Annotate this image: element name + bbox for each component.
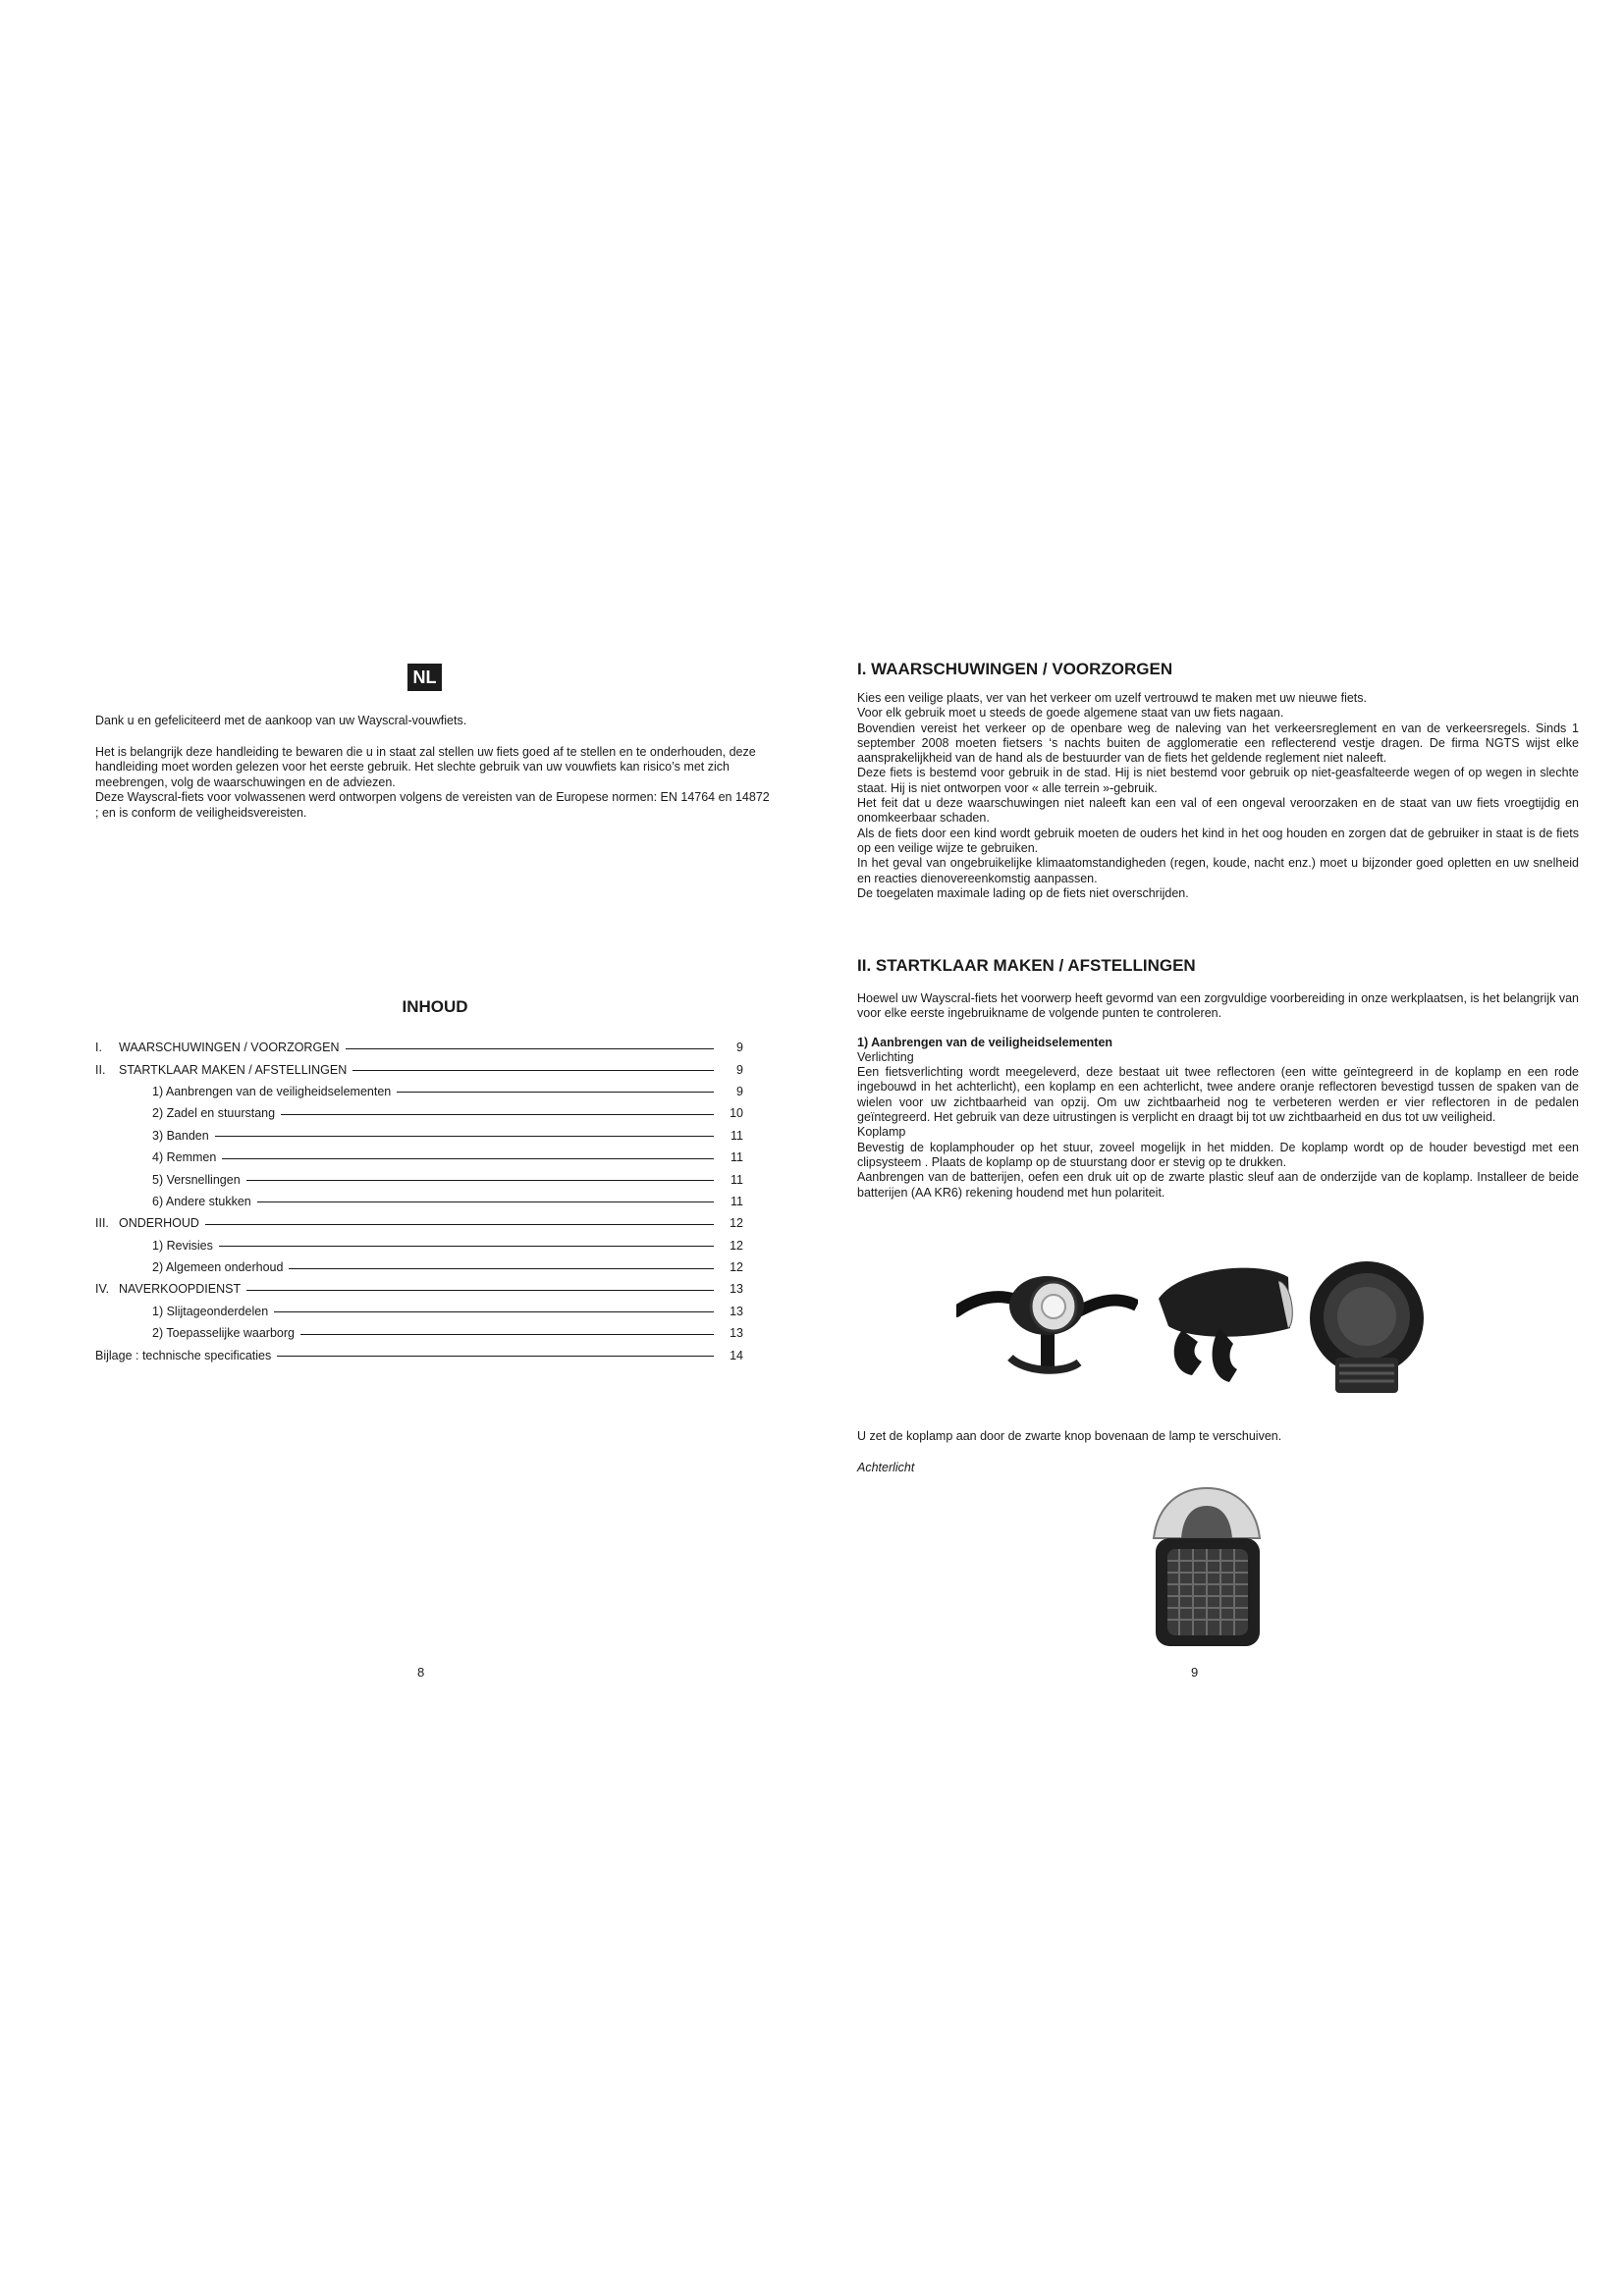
toc-entry-label: STARTKLAAR MAKEN / AFSTELLINGEN <box>119 1062 348 1077</box>
toc-entry-page: 9 <box>736 1062 743 1077</box>
language-badge: NL <box>407 664 442 691</box>
verlichting-text: Een fietsverlichting wordt meegeleverd, deze bestaat uit twee reflectoren (een witte geïntegreerd in de koplamp en een rode ingebouwd in het achterlicht), een koplamp en een achterlicht, twee andere oranje reflectoren bevestigd tussen de spaken van de wielen voor uw zichtbaarheid van opzij. Om uw zichtbaarheid nog te verbeteren werden er vier reflectoren in de pedalen geïntegreerd. Het gebruik van deze uitrustingen is verplicht en draagt bij tot uw zichtbaarheid en dus tot uw veiligheid. <box>857 1065 1579 1125</box>
rear-light-photo <box>1142 1484 1272 1651</box>
toc-leader-line <box>281 1114 714 1115</box>
toc-entry <box>95 1212 743 1234</box>
toc-entry-page: 11 <box>731 1172 743 1187</box>
warnings-text <box>857 691 1579 901</box>
toc-entry <box>95 1058 743 1080</box>
toc-entry-number: I. <box>95 1041 102 1055</box>
toc-entry-label: 1) Aanbrengen van de veiligheidselementen <box>152 1084 392 1098</box>
toc-entry-page: 12 <box>730 1260 743 1275</box>
section-heading-warnings: I. WAARSCHUWINGEN / VOORZORGEN <box>857 660 1173 678</box>
toc-entry-label: ONDERHOUD <box>119 1216 199 1231</box>
page-number: 9 <box>1191 1665 1199 1680</box>
toc-entry-label: 6) Andere stukken <box>152 1194 251 1208</box>
toc-entry-page: 10 <box>730 1106 743 1121</box>
warnings-paragraph: Voor elk gebruik moet u steeds de goede algemene staat van uw fiets nagaan. <box>857 706 1284 721</box>
toc-entry <box>95 1256 743 1278</box>
toc-entry-label: NAVERKOOPDIENST <box>119 1282 242 1297</box>
toc-entry-label: Bijlage : technische specificaties <box>95 1348 272 1362</box>
toc-entry-label: 2) Zadel en stuurstang <box>152 1106 276 1121</box>
toc-leader-line <box>346 1048 714 1049</box>
toc-entry <box>95 1191 743 1212</box>
toc-entry-page: 11 <box>731 1150 743 1165</box>
toc-entry-page: 13 <box>730 1304 743 1318</box>
table-of-contents <box>95 1037 743 1366</box>
toc-entry <box>95 1301 743 1322</box>
headlight-on-handlebar-photo <box>956 1264 1138 1377</box>
toc-entry <box>95 1102 743 1124</box>
setup-intro: Hoewel uw Wayscral-fiets het voorwerp heeft gevormd van een zorgvuldige voorbereiding in onze werkplaatsen, is het belangrijk van voor elke eerste ingebruikname de volgende punten te controleren. <box>857 991 1579 1021</box>
toc-leader-line <box>257 1201 714 1202</box>
toc-leader-line <box>205 1224 714 1225</box>
toc-entry <box>95 1168 743 1190</box>
toc-entry-page: 13 <box>730 1282 743 1297</box>
intro-text <box>95 714 775 821</box>
warnings-paragraph: Het feit dat u deze waarschuwingen niet naleeft kan een val of een ongeval veroorzaken en de staat van uw fiets vroegtijdig en onomkeerbaar schaden. <box>857 796 1579 826</box>
setup-text <box>857 991 1579 1201</box>
toc-leader-line <box>246 1290 714 1291</box>
toc-entry-page: 9 <box>736 1084 743 1098</box>
toc-entry-label: WAARSCHUWINGEN / VOORZORGEN <box>119 1041 340 1055</box>
headlight-with-clip-photo <box>1151 1259 1298 1392</box>
toc-entry <box>95 1322 743 1344</box>
right-page <box>812 0 1624 2296</box>
toc-entry <box>95 1278 743 1300</box>
toc-leader-line <box>352 1070 714 1071</box>
toc-entry-label: 2) Algemeen onderhoud <box>152 1260 284 1275</box>
warnings-paragraph: In het geval van ongebruikelijke klimaatomstandigheden (regen, koude, nacht enz.) moet u bijzonder goed opletten en uw snelheid en reacties dienovereenkomstig aanpassen. <box>857 856 1579 885</box>
toc-entry-label: 4) Remmen <box>152 1150 217 1165</box>
toc-entry <box>95 1081 743 1102</box>
toc-title: INHOUD <box>402 997 468 1016</box>
koplamp-text: Bevestig de koplamphouder op het stuur, zoveel mogelijk in het midden. De koplamp wordt op de houder bevestigd met een clipsysteem . Plaats de koplamp op de stuurstang door er stevig op te drukken. <box>857 1140 1579 1169</box>
toc-entry-label: 1) Revisies <box>152 1238 213 1253</box>
toc-entry <box>95 1147 743 1168</box>
toc-entry-page: 9 <box>736 1041 743 1055</box>
toc-entry <box>95 1235 743 1256</box>
toc-leader-line <box>274 1311 714 1312</box>
toc-leader-line <box>289 1268 714 1269</box>
intro-paragraph: Het is belangrijk deze handleiding te bewaren die u in staat zal stellen uw fiets goed af te stellen en te onderhouden, deze handleiding moet worden gelezen voor het eerste gebruik. Het slechte gebruik van uw vouwfiets kan risico’s met zich meebrengen, volg de waarschuwingen en de adviezen. <box>95 744 756 789</box>
toc-entry-page: 13 <box>730 1326 743 1341</box>
toc-entry-label: 3) Banden <box>152 1128 209 1143</box>
toc-entry-label: 2) Toepasselijke waarborg <box>152 1326 295 1341</box>
toc-entry-page: 12 <box>730 1238 743 1253</box>
toc-entry <box>95 1037 743 1058</box>
intro-paragraph: Deze Wayscral-fiets voor volwassenen werd ontworpen volgens de vereisten van de Europese normen: EN 14764 en 14872 ; en is conform de veiligheidsvereisten. <box>95 790 770 820</box>
toc-entry-number: III. <box>95 1216 109 1231</box>
label-koplamp: Koplamp <box>857 1125 906 1140</box>
warnings-paragraph: Bovendien vereist het verkeer op de openbare weg de naleving van het verkeersreglement en van de verkeersregels. Sinds 1 september 2008 moeten fietsers ‘s nachts buiten de agglomeratie een reflecterend vestje dragen. De firma NGTS wijst elke aansprakelijkheid van de hand als de bestuurder van de fiets het geldende reglement niet naleeft. <box>857 721 1579 766</box>
toc-entry-label: 1) Slijtageonderdelen <box>152 1304 269 1318</box>
toc-entry-page: 12 <box>730 1216 743 1231</box>
warnings-paragraph: Als de fiets door een kind wordt gebruik moeten de ouders het kind in het oog houden en zorgen dat de gebruiker in staat is de fiets op een veilige wijze te gebruiken. <box>857 826 1579 855</box>
koplamp-text: Aanbrengen van de batterijen, oefen een druk uit op de zwarte plastic sleuf aan de onderzijde van de koplamp. Installeer de beide batterijen (AA KR6) rekening houdend met hun polariteit. <box>857 1170 1579 1200</box>
toc-entry <box>95 1344 743 1365</box>
toc-entry-label: 5) Versnellingen <box>152 1172 241 1187</box>
section-heading-setup: II. STARTKLAAR MAKEN / AFSTELLINGEN <box>857 956 1196 975</box>
switch-on-text: U zet de koplamp aan door de zwarte knop bovenaan de lamp te verschuiven. <box>857 1429 1282 1443</box>
headlight-front-photo <box>1306 1259 1429 1397</box>
toc-entry-number: IV. <box>95 1282 110 1297</box>
toc-leader-line <box>219 1246 714 1247</box>
toc-leader-line <box>300 1334 714 1335</box>
toc-entry-page: 11 <box>731 1194 743 1208</box>
toc-leader-line <box>397 1092 714 1093</box>
warnings-paragraph: Deze fiets is bestemd voor gebruik in de stad. Hij is niet bestemd voor gebruik op niet-geasfalteerde wegen of op wegen in slechte staat. Hij is niet ontworpen voor « alle terrein »-gebruik. <box>857 766 1579 795</box>
toc-entry-page: 11 <box>731 1128 743 1143</box>
toc-leader-line <box>277 1356 714 1357</box>
label-verlichting: Verlichting <box>857 1049 914 1064</box>
toc-leader-line <box>215 1136 714 1137</box>
toc-entry-page: 14 <box>730 1348 743 1362</box>
warnings-paragraph: De toegelaten maximale lading op de fiets niet overschrijden. <box>857 885 1189 900</box>
subheading-safety-elements: 1) Aanbrengen van de veiligheidselementen <box>857 1035 1113 1049</box>
toc-leader-line <box>222 1158 714 1159</box>
label-achterlicht: Achterlicht <box>857 1461 915 1474</box>
toc-entry-number: II. <box>95 1062 106 1077</box>
toc-leader-line <box>246 1180 714 1181</box>
toc-entry <box>95 1125 743 1147</box>
warnings-paragraph: Kies een veilige plaats, ver van het verkeer om uzelf vertrouwd te maken met uw nieuwe fiets. <box>857 691 1368 705</box>
intro-thanks: Dank u en gefeliciteerd met de aankoop van uw Wayscral-vouwfiets. <box>95 714 467 727</box>
page-number: 8 <box>417 1665 425 1680</box>
